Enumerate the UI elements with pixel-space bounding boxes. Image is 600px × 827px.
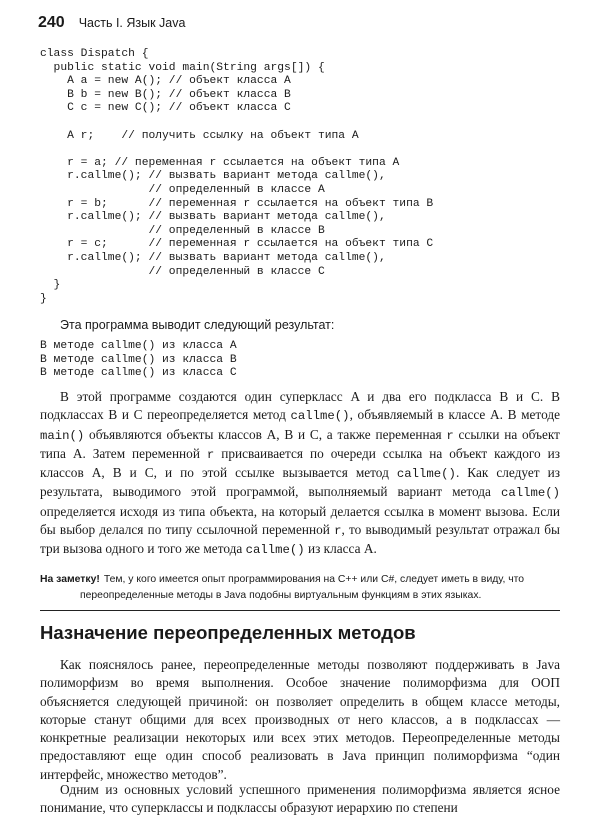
inline-code: r (206, 447, 215, 462)
explanation-paragraph: В этой программе создаются один суперкласс A и два его подкласса B и C. В подклассах B и C переопределяется метод callme(), объявляемый в классе A. В методе main() объявляются объекты классов A, B и C, а также переменная r ссылки на объект типа A. Затем переменной r присваивается по очереди ссылка на объект каждого из классов A, B и C, и по этой ссылке вызывается метод callme(). Как следует из результата, выводимого этой программой, выполняемый вариант метода callme() определяется исходя из типа объекта, на который делается ссылка в момент вызова. Если бы выбор делался по типу ссылочной переменной r, то выводимый результат отражал бы три вызова одного и того же метода callme() из класса A. (40, 389, 561, 558)
inline-code: callme() (396, 467, 456, 482)
code-line: class Dispatch { (40, 48, 149, 60)
note-text-line1: Тем, у кого имеется опыт программирования на C++ или C#, следует иметь в виду, что (103, 574, 525, 585)
inline-code: callme() (290, 409, 350, 424)
body-paragraph: Как пояснялось ранее, переопределенные методы позволяют поддерживать в Java полиморфизм во время выполнения. Особое значение полиморфизма для ООП объясняется следующей причиной: он позволяет определить в общем классе методы, которые станут общими для всех производных от него классов, а в подклассах — конкретные реализации некоторых или всех этих методов. Переопределенные методы предоставляют еще один способ реализовать в Java принцип полиморфизма “один интерфейс, множество методов”. (40, 657, 560, 782)
code-line: A r; // получить ссылку на объект типа A (40, 129, 359, 142)
code-line: r = c; // переменная r ссылается на объект типа C (40, 238, 434, 251)
code-line: В методе callme() из класса C (40, 367, 237, 380)
running-title: Часть I. Язык Java (78, 16, 186, 30)
code-line: r.callme(); // вызвать вариант метода callme(), (40, 211, 386, 224)
output-intro: Эта программа выводит следующий результат: (60, 318, 335, 332)
inline-code: r (334, 524, 342, 539)
program-output-listing (40, 340, 570, 381)
code-line: В методе callme() из класса A (40, 340, 237, 352)
note-label: На заметку! (40, 574, 100, 585)
code-line: // определенный в классе A (40, 183, 325, 196)
code-line: public static void main(String args[]) { (40, 61, 325, 74)
code-line: В методе callme() из класса B (40, 353, 237, 366)
code-line: } (40, 279, 61, 292)
note-text-line2: переопределенные методы в Java подобны виртуальным функциям в этих языках. (80, 590, 482, 601)
inline-code: main() (40, 428, 85, 443)
code-line: B b = new B(); // объект класса B (40, 88, 291, 101)
code-line: A a = new A(); // объект класса A (40, 75, 291, 88)
page-number: 240 (38, 14, 65, 31)
code-line: r.callme(); // вызвать вариант метода callme(), (40, 251, 386, 264)
page-header (38, 14, 185, 32)
code-line: C c = new C(); // объект класса C (40, 102, 291, 115)
code-line: // определенный в классе C (40, 265, 325, 278)
code-line: // определенный в классе B (40, 224, 325, 237)
section-heading: Назначение переопределенных методов (40, 622, 416, 643)
code-line: r.callme(); // вызвать вариант метода callme(), (40, 170, 386, 183)
code-listing (40, 48, 570, 306)
inline-code: callme() (245, 543, 305, 558)
inline-code: r (446, 428, 454, 443)
code-line: } (40, 292, 47, 305)
code-line: r = a; // переменная r ссылается на объект типа A (40, 156, 400, 169)
inline-code: callme() (500, 486, 560, 501)
note-box (40, 572, 560, 611)
body-paragraph: Одним из основных условий успешного применения полиморфизма является ясное понимание, что суперклассы и подклассы образуют иерархию по степени (40, 782, 560, 816)
code-line: r = b; // переменная r ссылается на объект типа B (40, 197, 434, 210)
